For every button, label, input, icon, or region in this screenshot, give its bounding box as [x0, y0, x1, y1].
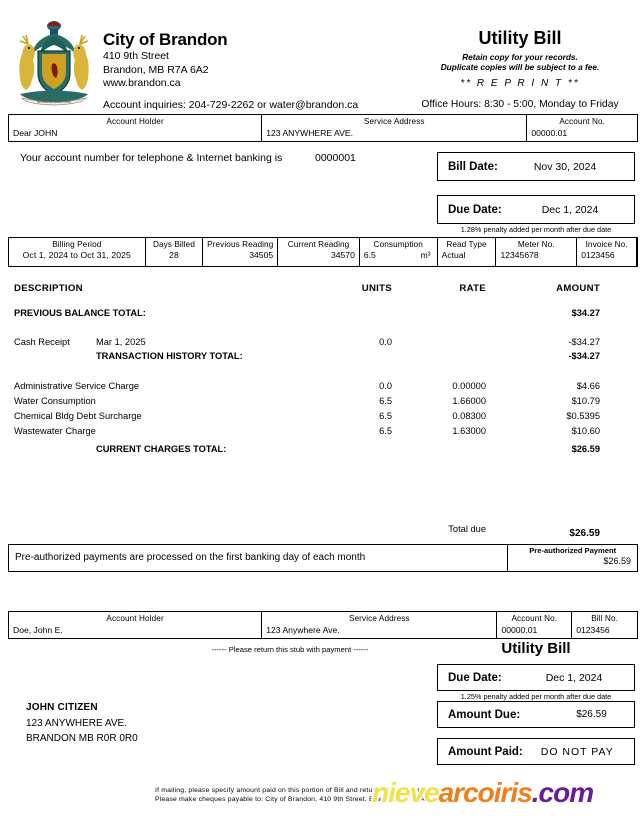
stub-account-holder-header: Account Holder — [106, 614, 164, 623]
billing-period-value: Oct 1, 2024 to Oct 31, 2025 — [22, 250, 131, 260]
amount-due-label: Amount Due: — [448, 708, 521, 721]
line-item-amount: $0.5395 — [566, 411, 600, 421]
footer-line-1: If mailing, please specify amount paid on this portion of Bill and return with payment. — [155, 787, 426, 794]
line-item-description: Wastewater Charge — [14, 426, 96, 436]
line-item-units: 6.5 — [379, 411, 392, 421]
meter-no-value: 12345678 — [500, 250, 539, 260]
days-billed-cell — [146, 238, 204, 266]
billing-period-header: Billing Period — [52, 240, 102, 249]
telephone-banking-number: 0000001 — [315, 152, 356, 164]
consumption-value: 6.5 — [363, 250, 376, 260]
mailing-name: JOHN CITIZEN — [26, 702, 98, 713]
total-due-label: Total due — [448, 524, 486, 534]
previous-reading-header: Previous Reading — [207, 240, 274, 249]
charges-col-description: DESCRIPTION — [14, 283, 83, 294]
retain-line-2: Duplicate copies will be subject to a fee. — [440, 62, 600, 72]
invoice-no-cell — [577, 238, 637, 266]
transaction-units: 0.0 — [379, 337, 392, 347]
organization-name: City of Brandon — [103, 30, 228, 49]
stub-title: Utility Bill — [501, 640, 571, 657]
line-item-rate: 1.63000 — [452, 426, 486, 436]
mailing-address — [26, 716, 138, 746]
stub-due-date-box — [437, 664, 635, 691]
amount-paid-value: DO NOT PAY — [540, 745, 614, 758]
stub-return-note: ------ Please return this stub with payment ------ — [211, 645, 369, 654]
amount-due-box — [437, 701, 635, 728]
read-type-header: Read Type — [446, 240, 487, 249]
stub-service-address-cell — [262, 612, 497, 638]
stub-account-holder-value: Doe, John E. — [13, 625, 63, 635]
current-charges-total-amount: $26.59 — [571, 444, 600, 454]
transaction-history-total-amount: -$34.27 — [568, 351, 600, 361]
line-item-rate: 0.08300 — [452, 411, 486, 421]
line-item-rate: 1.66000 — [452, 396, 486, 406]
retain-line-1: Retain copy for your records. — [462, 52, 578, 62]
current-reading-value: 34570 — [330, 250, 355, 260]
site-watermark — [372, 779, 593, 807]
charges-col-units: UNITS — [361, 283, 392, 294]
meter-no-header: Meter No. — [517, 240, 555, 249]
account-no-header: Account No. — [559, 117, 606, 126]
line-item-amount: $4.66 — [576, 381, 600, 391]
transaction-date: Mar 1, 2025 — [96, 337, 146, 347]
penalty-note-stub: 1.25% penalty added per month after due date — [460, 692, 612, 701]
preauthorized-amount-cell — [508, 545, 637, 571]
transaction-description: Cash Receipt — [14, 337, 70, 347]
watermark-part-2: arcoiris — [438, 777, 532, 808]
meter-no-cell — [496, 238, 577, 266]
stub-account-holder-cell — [9, 612, 262, 638]
organization-address — [103, 50, 209, 91]
stub-account-table — [8, 611, 638, 639]
account-no-value: 00000.01 — [531, 128, 568, 138]
bill-date-value: Nov 30, 2024 — [533, 160, 597, 173]
read-type-value: Actual — [441, 250, 466, 260]
invoice-no-header: Invoice No. — [585, 240, 628, 249]
current-reading-cell — [278, 238, 360, 266]
stub-service-address-value: 123 Anywhere Ave. — [266, 625, 340, 635]
line-item-amount: $10.60 — [571, 426, 600, 436]
city-coat-of-arms-logo — [12, 14, 96, 114]
preauthorized-payment-table — [8, 544, 638, 572]
org-website: www.brandon.ca — [103, 77, 181, 89]
consumption-unit: m³ — [420, 250, 431, 260]
footer-line-2: Please make cheques payable to: City of Brandon, 410 9th Street, Brandon MB R7A 6A2 — [155, 796, 440, 803]
previous-balance-amount: $34.27 — [571, 308, 600, 318]
preauthorized-note-cell — [9, 545, 508, 571]
charges-col-amount: AMOUNT — [556, 283, 600, 294]
page-title: Utility Bill — [478, 28, 562, 48]
consumption-header: Consumption — [373, 240, 423, 249]
read-type-cell — [438, 238, 497, 266]
retain-copy-note — [402, 52, 638, 72]
account-inquiries-text: Account inquiries: 204-729-2262 or water@brandon.ca — [103, 99, 359, 111]
due-date-value: Dec 1, 2024 — [541, 203, 599, 216]
crest-motto: BRANDON MANITOBA — [37, 100, 71, 104]
mailing-address-line2: BRANDON MB R0R 0R0 — [26, 733, 138, 744]
service-address-header: Service Address — [363, 117, 425, 126]
line-item-units: 6.5 — [379, 426, 392, 436]
stub-due-date-value: Dec 1, 2024 — [545, 671, 603, 684]
invoice-no-value: 0123456 — [581, 250, 615, 260]
account-holder-value: Dear JOHN — [13, 128, 58, 138]
line-item-rate: 0.00000 — [452, 381, 486, 391]
line-item-description: Water Consumption — [14, 396, 96, 406]
office-hours-text: Office Hours: 8:30 - 5:00, Monday to Friday — [421, 99, 619, 110]
account-no-cell — [527, 115, 637, 141]
amount-paid-box[interactable] — [437, 738, 635, 765]
days-billed-value: 28 — [169, 250, 179, 260]
stub-bill-no-header: Bill No. — [591, 614, 618, 623]
transaction-history-total-label: TRANSACTION HISTORY TOTAL: — [96, 351, 243, 361]
org-address-line1: 410 9th Street — [103, 50, 169, 62]
due-date-box — [437, 195, 635, 224]
bill-date-label: Bill Date: — [448, 160, 498, 173]
stub-account-no-cell — [497, 612, 572, 638]
stub-bill-no-value: 0123456 — [576, 625, 610, 635]
current-charges-total-label: CURRENT CHARGES TOTAL: — [96, 444, 227, 454]
service-address-value: 123 ANYWHERE AVE. — [266, 128, 353, 138]
total-due-amount: $26.59 — [569, 528, 600, 539]
line-item-description: Administrative Service Charge — [14, 381, 140, 391]
stub-account-no-value: 00000.01 — [501, 625, 538, 635]
previous-balance-label: PREVIOUS BALANCE TOTAL: — [14, 308, 146, 318]
line-item-amount: $10.79 — [571, 396, 600, 406]
account-holder-table — [8, 114, 638, 142]
stub-bill-no-cell — [572, 612, 637, 638]
line-item-units: 0.0 — [379, 381, 392, 391]
preauthorized-amount: $26.59 — [603, 556, 631, 566]
reprint-badge: ** R E P R I N T ** — [460, 78, 580, 89]
mailing-address-line1: 123 ANYWHERE AVE. — [26, 718, 127, 729]
current-reading-header: Current Reading — [287, 240, 350, 249]
amount-due-value: $26.59 — [576, 709, 607, 720]
stub-account-no-header: Account No. — [511, 614, 558, 623]
watermark-part-3: .com — [531, 777, 594, 808]
previous-reading-value: 34505 — [249, 250, 274, 260]
line-item-units: 6.5 — [379, 396, 392, 406]
account-holder-header: Account Holder — [106, 117, 164, 126]
preauthorized-note-text: Pre-authorized payments are processed on the first banking day of each month — [15, 552, 366, 563]
penalty-note-top: 1.28% penalty added per month after due date — [460, 225, 612, 234]
consumption-cell — [360, 238, 438, 266]
due-date-label: Due Date: — [448, 203, 502, 216]
stub-service-address-header: Service Address — [348, 614, 410, 623]
previous-reading-cell — [203, 238, 278, 266]
stub-due-date-label: Due Date: — [448, 671, 502, 684]
org-address-line2: Brandon, MB R7A 6A2 — [103, 63, 209, 76]
billing-period-table — [8, 237, 638, 267]
telephone-banking-label: Your account number for telephone & Internet banking is — [20, 152, 283, 164]
service-address-cell — [262, 115, 527, 141]
line-item-description: Chemical Bldg Debt Surcharge — [14, 411, 142, 421]
bill-date-box — [437, 152, 635, 181]
amount-paid-label: Amount Paid: — [448, 745, 523, 758]
days-billed-header: Days Billed — [152, 240, 195, 249]
preauthorized-header: Pre-authorized Payment — [529, 546, 617, 555]
watermark-part-1: nieve — [372, 777, 439, 808]
account-holder-cell — [9, 115, 262, 141]
transaction-amount: -$34.27 — [568, 337, 600, 347]
charges-col-rate: RATE — [459, 283, 486, 294]
billing-period-cell — [9, 238, 146, 266]
